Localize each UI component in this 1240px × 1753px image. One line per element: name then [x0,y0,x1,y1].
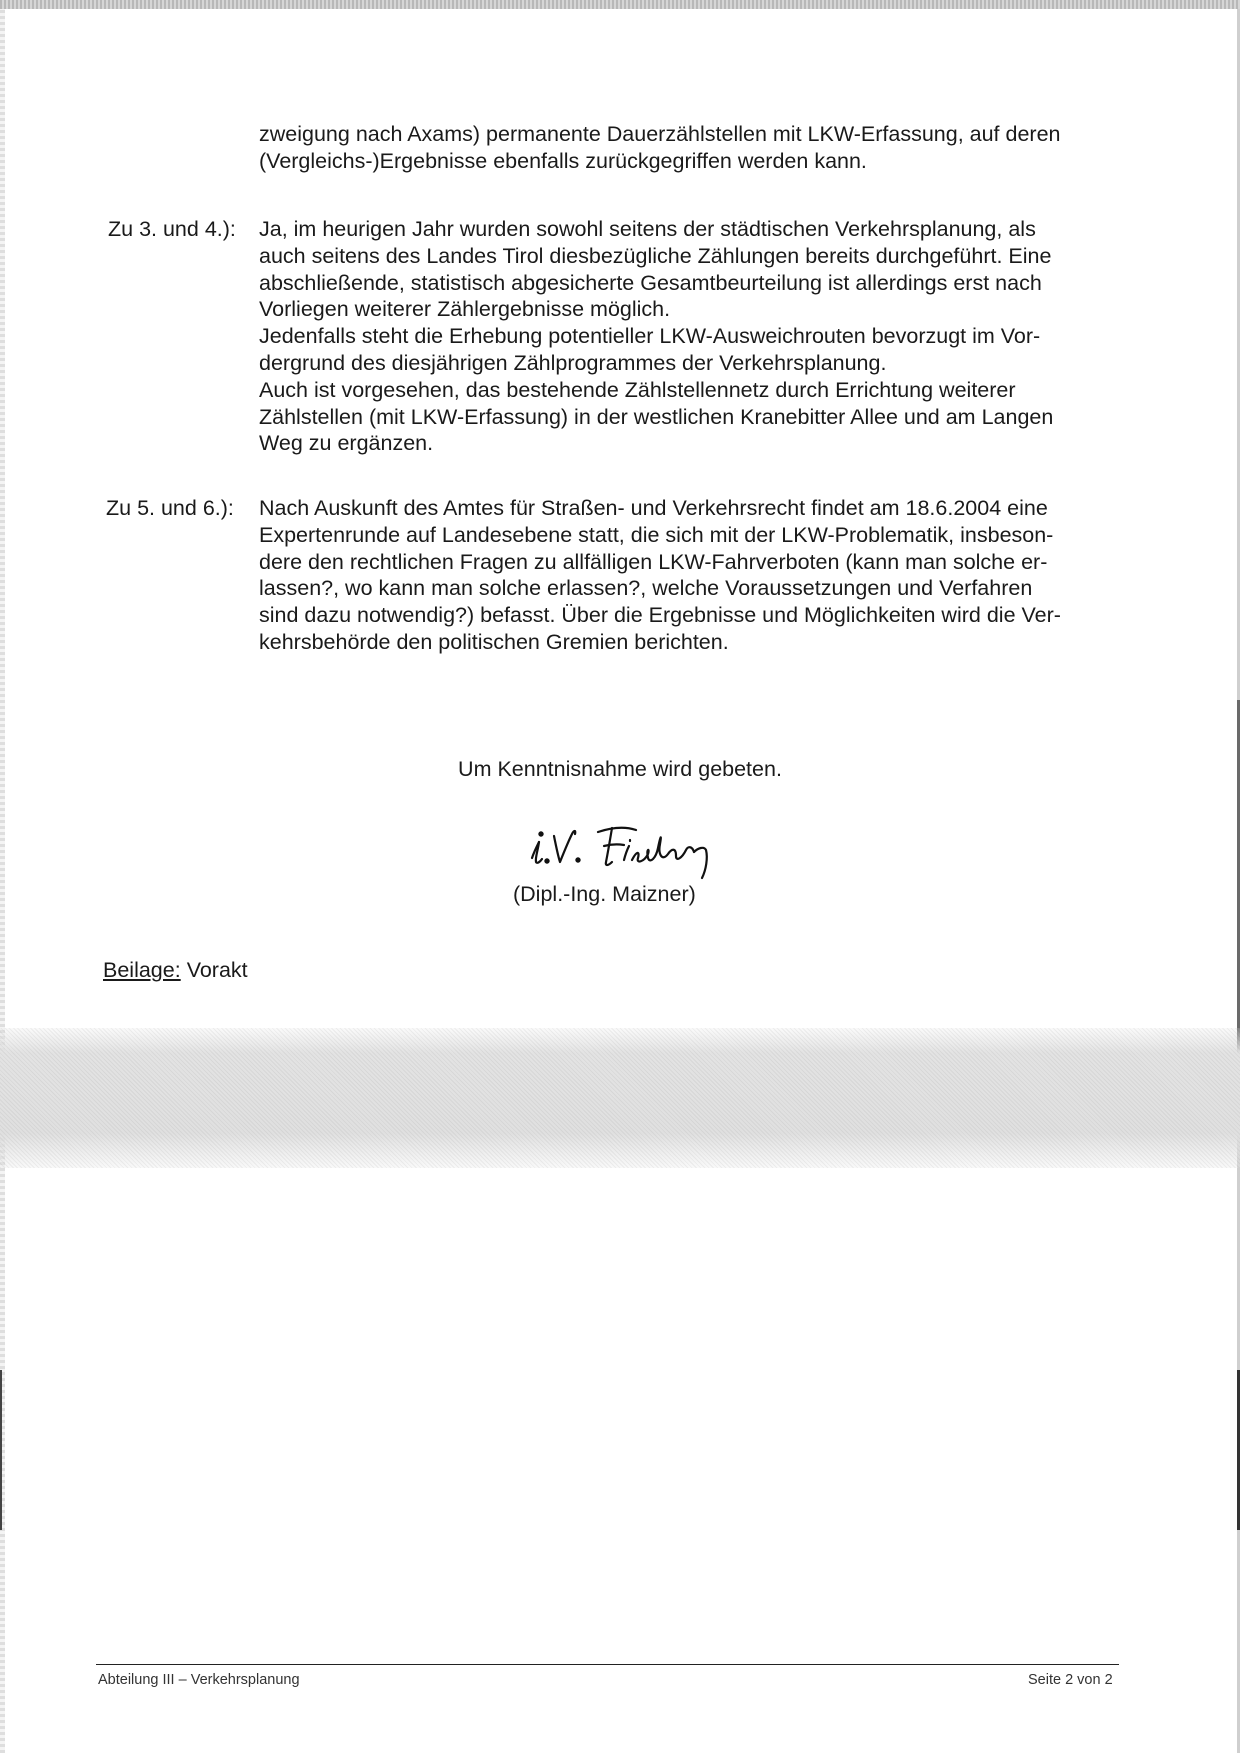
footer-divider [96,1664,1119,1665]
closing-line: Um Kenntnisnahme wird gebeten. [458,757,782,781]
enclosure-label: Beilage: [103,958,181,982]
paragraph-line: Nach Auskunft des Amtes für Straßen- und Verkehrsrecht findet am 18.6.2004 eine [259,496,1048,520]
paragraph-line: dere den rechtlichen Fragen zu allfälligen LKW-Fahrverboten (kann man solche er- [259,549,1048,574]
handwritten-signature [520,818,720,882]
paragraph-line: Auch ist vorgesehen, das bestehende Zählstellennetz durch Errichtung weiterer [259,377,1016,402]
paragraph-line: abschließende, statistisch abgesicherte Gesamtbeurteilung ist allerdings erst nach [259,270,1042,295]
paragraph-line: Ja, im heurigen Jahr wurden sowohl seitens der städtischen Verkehrsplanung, als [259,217,1036,241]
footer-page-number: Seite 2 von 2 [1028,1672,1113,1688]
answer-3-4-label: Zu 3. und 4.): [108,217,236,241]
signature-stroke [604,844,624,846]
continuation-paragraph [259,121,1128,175]
signature-stroke [554,831,575,862]
paragraph-line: kehrsbehörde den politischen Gremien berichten. [259,629,729,654]
paragraph-line: lassen?, wo kann man solche erlassen?, welche Voraussetzungen und Verfahren [259,576,1033,601]
footer-department: Abteilung III – Verkehrsplanung [98,1672,300,1688]
paragraph-line: sind dazu notwendig?) befasst. Über die Ergebnisse und Möglichkeiten wird die Ver- [259,603,1061,628]
signature-stroke [632,837,694,861]
paragraph-line: auch seitens des Landes Tirol diesbezügliche Zählungen bereits durchgeführt. Eine [259,243,1052,268]
scan-edge-top [0,0,1240,9]
paragraph-line: Vorliegen weiterer Zählergebnisse möglich. [259,297,671,322]
paragraph-line: Expertenrunde auf Landesebene statt, die sich mit der LKW-Problematik, insbeson- [259,522,1054,547]
enclosure-line [103,958,248,983]
answer-5-6-label: Zu 5. und 6.): [106,496,234,520]
signer-name: (Dipl.-Ing. Maizner) [513,882,696,906]
signature-stroke [624,840,630,860]
paragraph-line: Zählstellen (mit LKW-Erfassung) in der westlichen Kranebitter Allee und am Langen [259,404,1054,429]
enclosure-value: Vorakt [186,958,248,982]
signature-stroke [694,848,707,878]
scan-grey-band [0,1028,1240,1168]
signature-dot [545,859,548,862]
paragraph-line: dergrund des diesjährigen Zählprogrammes der Verkehrsplanung. [259,350,887,375]
answer-3-4-paragraph [259,216,1128,457]
paragraph-line: Jedenfalls steht die Erhebung potentieller LKW-Ausweichrouten bevorzugt im Vor- [259,324,1041,349]
paragraph-line: (Vergleichs-)Ergebnisse ebenfalls zurückgegriffen werden kann. [259,148,867,173]
signature-stroke [598,828,636,832]
signature-dot [576,858,579,861]
paragraph-line: Weg zu ergänzen. [259,431,434,456]
scan-shadow-left [0,1370,2,1530]
answer-5-6-paragraph [259,495,1128,656]
signature-dot [539,832,542,835]
paragraph-line: zweigung nach Axams) permanente Dauerzählstellen mit LKW-Erfassung, auf deren [259,122,1061,146]
